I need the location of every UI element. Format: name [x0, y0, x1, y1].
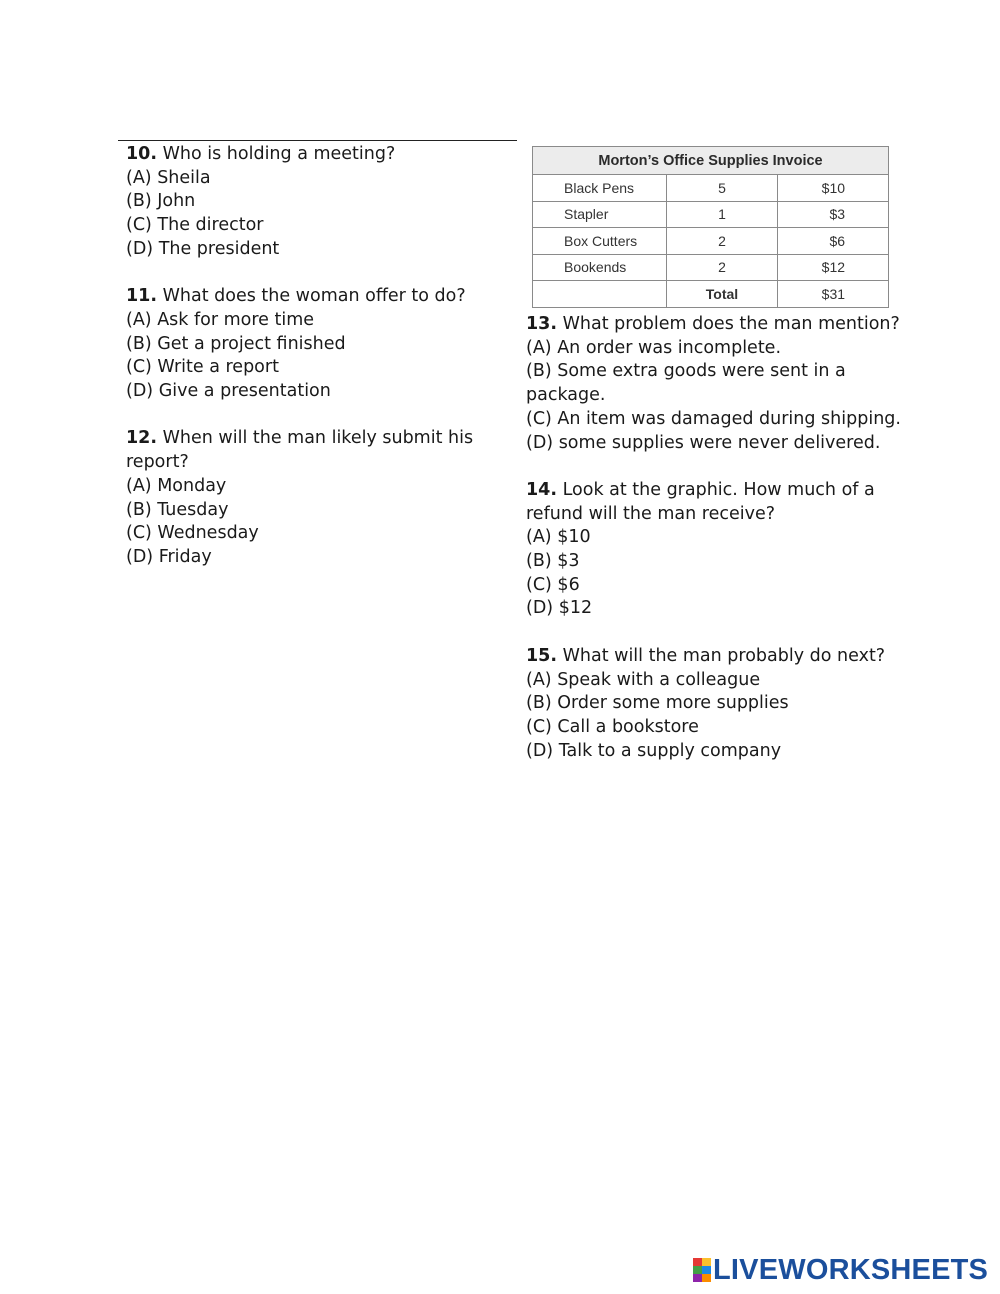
- invoice-qty: 5: [667, 175, 778, 202]
- question-stem: [526, 313, 916, 337]
- option-d[interactable]: (D) Give a presentation: [126, 381, 331, 402]
- option-d[interactable]: (D) Talk to a supply company: [526, 740, 782, 761]
- question-text: Look at the graphic. How much of a refund will the man receive?: [526, 479, 875, 524]
- invoice-item: Bookends: [533, 254, 667, 281]
- option-d[interactable]: (D) $12: [526, 598, 593, 619]
- question-text: What does the woman offer to do?: [162, 286, 466, 307]
- question-12: [126, 427, 486, 569]
- option-a[interactable]: (A) Sheila: [126, 167, 211, 188]
- option-b[interactable]: (B) Some extra goods were sent in a package.: [526, 361, 846, 406]
- invoice-price: $3: [778, 201, 889, 228]
- option-a[interactable]: (A) $10: [526, 527, 591, 548]
- option-d[interactable]: (D) Friday: [126, 546, 212, 567]
- invoice-row: [533, 175, 889, 202]
- logo-text: LIVEWORKSHEETS: [713, 1254, 989, 1286]
- right-question-column: [526, 313, 916, 787]
- invoice-row: [533, 201, 889, 228]
- invoice-price: $12: [778, 254, 889, 281]
- option-a[interactable]: (A) Speak with a colleague: [526, 669, 761, 690]
- invoice-qty: 1: [667, 201, 778, 228]
- invoice-price: $10: [778, 175, 889, 202]
- question-number: 14.: [526, 479, 558, 500]
- invoice-title: Morton’s Office Supplies Invoice: [533, 147, 889, 175]
- option-b[interactable]: (B) Tuesday: [126, 499, 229, 520]
- question-number: 15.: [526, 645, 558, 666]
- question-stem: [126, 143, 486, 167]
- question-text: What problem does the man mention?: [562, 314, 900, 334]
- option-d[interactable]: (D) The president: [126, 238, 280, 259]
- question-stem: [526, 645, 916, 669]
- option-c[interactable]: (C) An item was damaged during shipping.: [526, 408, 901, 429]
- question-stem: [526, 479, 916, 526]
- option-c[interactable]: (C) $6: [526, 574, 580, 595]
- question-number: 11.: [126, 286, 158, 307]
- option-a[interactable]: (A) Monday: [126, 475, 227, 496]
- option-d[interactable]: (D) some supplies were never delivered.: [526, 432, 881, 453]
- option-b[interactable]: (B) $3: [526, 551, 580, 572]
- question-number: 10.: [126, 144, 158, 164]
- question-13: [526, 313, 916, 455]
- invoice-total-value: $31: [778, 281, 889, 308]
- invoice-price: $6: [778, 228, 889, 255]
- question-11: [126, 285, 486, 404]
- invoice-table: [532, 146, 889, 308]
- logo-blocks-icon: [693, 1258, 711, 1282]
- option-a[interactable]: (A) An order was incomplete.: [526, 337, 782, 358]
- question-10: [126, 143, 486, 262]
- invoice-row: [533, 228, 889, 255]
- liveworksheets-logo: [693, 1254, 989, 1286]
- option-c[interactable]: (C) Wednesday: [126, 523, 259, 544]
- option-a[interactable]: (A) Ask for more time: [126, 309, 315, 330]
- question-14: [526, 479, 916, 621]
- question-number: 12.: [126, 428, 158, 449]
- question-text: When will the man likely submit his report?: [126, 428, 474, 473]
- invoice-total-row: [533, 281, 889, 308]
- option-b[interactable]: (B) John: [126, 191, 196, 212]
- invoice-item: Box Cutters: [533, 228, 667, 255]
- top-divider: [118, 140, 517, 141]
- invoice-qty: 2: [667, 254, 778, 281]
- option-c[interactable]: (C) Write a report: [126, 357, 279, 378]
- invoice-total-empty: [533, 281, 667, 308]
- invoice-item: Stapler: [533, 201, 667, 228]
- invoice-total-label: Total: [667, 281, 778, 308]
- invoice-row: [533, 254, 889, 281]
- question-number: 13.: [526, 314, 558, 334]
- invoice-title-row: [533, 147, 889, 175]
- invoice-item: Black Pens: [533, 175, 667, 202]
- question-stem: [126, 427, 486, 474]
- option-c[interactable]: (C) The director: [126, 215, 264, 236]
- option-c[interactable]: (C) Call a bookstore: [526, 716, 699, 737]
- question-text: Who is holding a meeting?: [162, 144, 396, 164]
- option-b[interactable]: (B) Get a project finished: [126, 333, 346, 354]
- question-15: [526, 645, 916, 764]
- option-b[interactable]: (B) Order some more supplies: [526, 693, 789, 714]
- question-text: What will the man probably do next?: [562, 645, 886, 666]
- left-question-column: [126, 143, 486, 593]
- question-stem: [126, 285, 486, 309]
- invoice-qty: 2: [667, 228, 778, 255]
